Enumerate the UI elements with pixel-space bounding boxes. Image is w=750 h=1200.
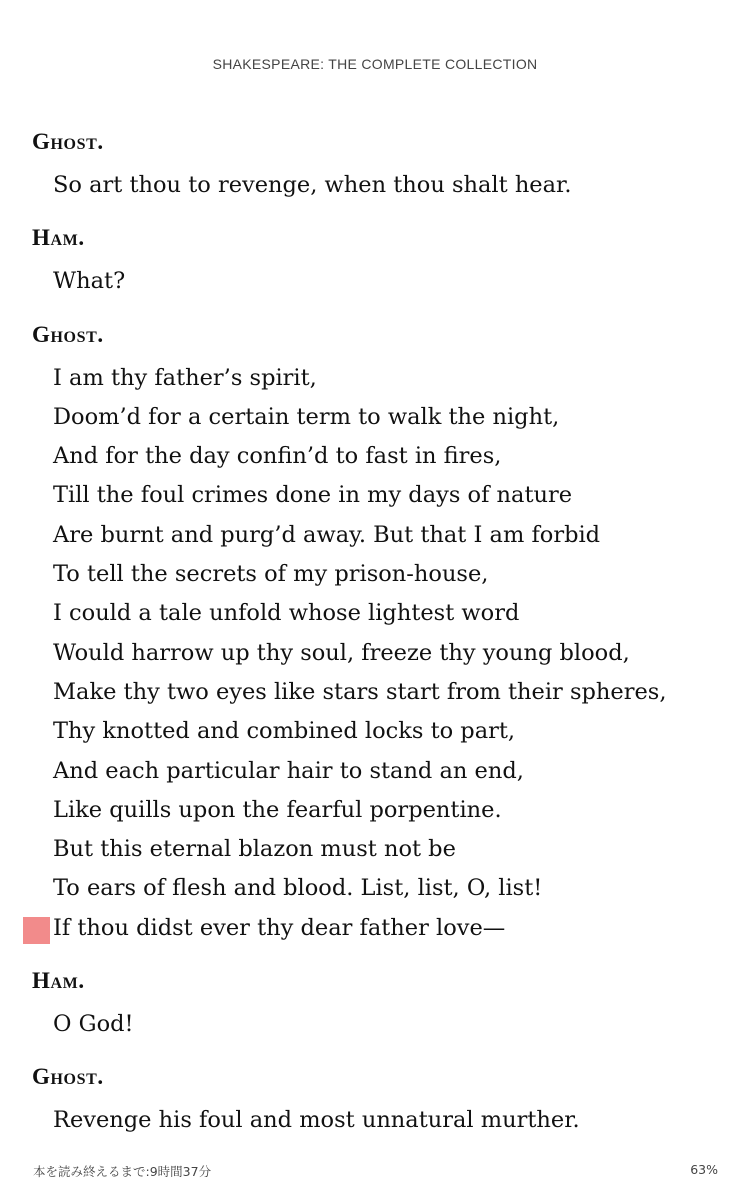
verse-line: Thy knotted and combined locks to part, (53, 718, 516, 745)
verse-line-text: If thou didst ever thy dear father love— (53, 914, 506, 941)
verse-line: To ears of flesh and blood. List, list, O, list! (53, 875, 543, 902)
speech-block (32, 214, 722, 301)
verse-line: And each particular hair to stand an end, (53, 757, 524, 784)
verse-line: Make thy two eyes like stars start from their spheres, (53, 678, 667, 705)
speaker-name: Ghost. (32, 129, 104, 154)
verse-line: And for the day confin’d to fast in fires, (53, 443, 502, 470)
speaker-name: Ham. (32, 225, 85, 251)
speech-block (32, 311, 722, 948)
highlight-marker[interactable] (23, 917, 50, 944)
highlighted-verse-line[interactable] (32, 909, 722, 948)
speech-block (32, 118, 722, 205)
reading-progress: 63% (690, 1162, 718, 1177)
verse-line: So art thou to revenge, when thou shalt hear. (53, 172, 572, 198)
verse-line: Till the foul crimes done in my days of nature (53, 482, 573, 509)
verse-line: Doom’d for a certain term to walk the night, (53, 403, 560, 430)
verse-line: O God! (53, 1011, 134, 1038)
time-left-in-book[interactable]: 本を読み終えるまで:9時間37分 (33, 1164, 212, 1179)
speaker-name: Ghost. (32, 321, 104, 347)
speaker-name: Ham. (32, 968, 85, 994)
verse-line: Revenge his foul and most unnatural murther. (53, 1107, 580, 1134)
verse-line: I am thy father’s spirit, (53, 364, 317, 391)
verse-line: Are burnt and purg’d away. But that I am forbid (53, 521, 601, 548)
verse-line: Would harrow up thy soul, freeze thy young blood, (53, 639, 630, 666)
speaker-name: Ghost. (32, 1064, 104, 1090)
verse-line: But this eternal blazon must not be (53, 836, 456, 863)
verse-line: What? (53, 268, 126, 295)
verse-line: I could a tale unfold whose lightest word (53, 600, 520, 627)
speech-block (32, 1053, 722, 1140)
verse-line: To tell the secrets of my prison-house, (53, 561, 489, 588)
reading-page[interactable] (32, 118, 722, 1150)
speech-block (32, 957, 722, 1044)
verse-line: Like quills upon the fearful porpentine. (53, 796, 502, 823)
book-title-header: SHAKESPEARE: THE COMPLETE COLLECTION (212, 56, 538, 72)
